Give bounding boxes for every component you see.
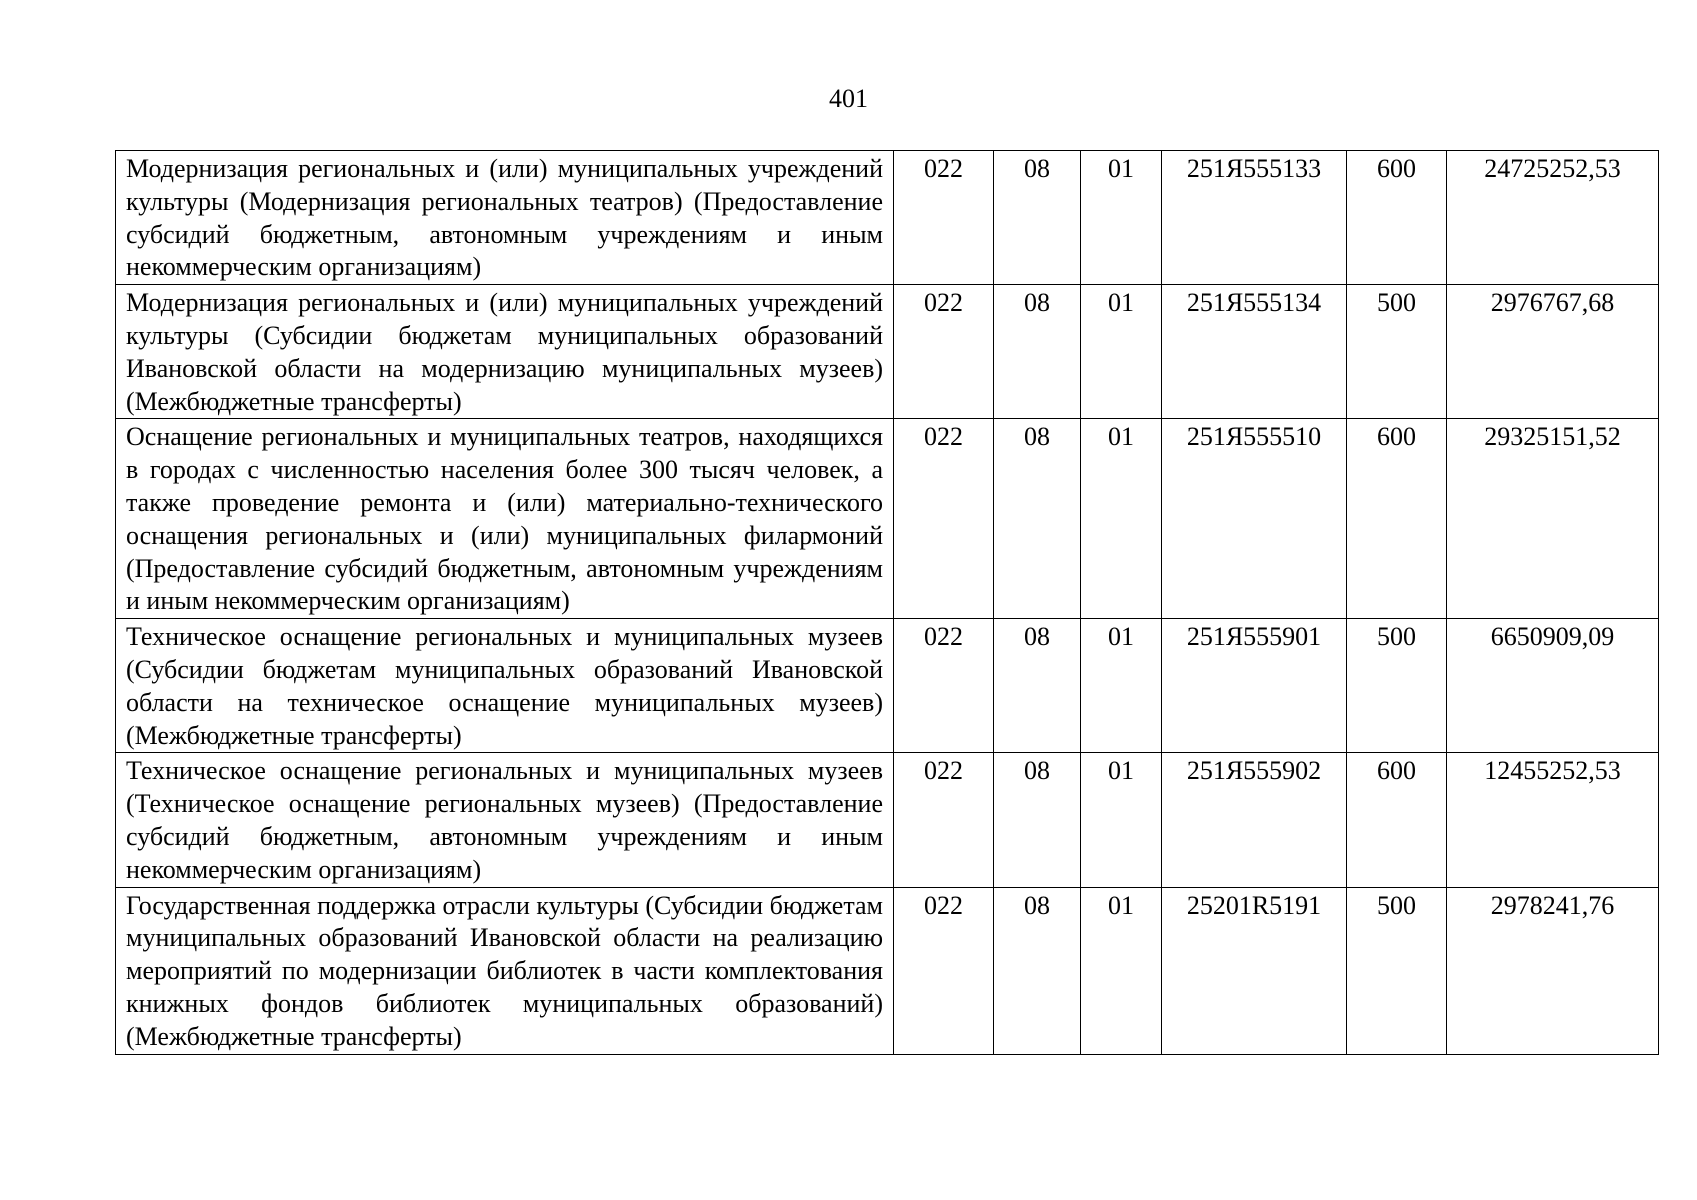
row-description: Модернизация региональных и (или) муниципальных учреждений культуры (Субсидии бюджетам муниципальных образований Ивановской области на модернизацию муниципальных музеев) (Межбюджетные трансферты)	[116, 285, 894, 419]
row-section-code: 08	[994, 753, 1081, 887]
row-expense-type: 600	[1347, 419, 1447, 619]
row-subsection-code: 01	[1081, 753, 1162, 887]
row-subsection-code: 01	[1081, 619, 1162, 753]
row-amount: 24725252,53	[1447, 151, 1659, 285]
row-grbs-code: 022	[894, 887, 994, 1054]
row-expense-type: 500	[1347, 619, 1447, 753]
row-subsection-code: 01	[1081, 151, 1162, 285]
row-section-code: 08	[994, 151, 1081, 285]
row-expense-type: 500	[1347, 887, 1447, 1054]
row-description: Техническое оснащение региональных и муниципальных музеев (Субсидии бюджетам муниципальных образований Ивановской области на техническое оснащение муниципальных музеев) (Межбюджетные трансферты)	[116, 619, 894, 753]
row-description: Модернизация региональных и (или) муниципальных учреждений культуры (Модернизация региональных театров) (Предоставление субсидий бюджетным, автономным учреждениям и иным некоммерческим организациям)	[116, 151, 894, 285]
row-amount: 12455252,53	[1447, 753, 1659, 887]
row-amount: 6650909,09	[1447, 619, 1659, 753]
row-expense-type: 500	[1347, 285, 1447, 419]
row-section-code: 08	[994, 285, 1081, 419]
row-target-article: 251Я555902	[1162, 753, 1347, 887]
row-amount: 29325151,52	[1447, 419, 1659, 619]
row-description: Оснащение региональных и муниципальных театров, находящихся в городах с численностью населения более 300 тысяч человек, а также проведение ремонта и (или) материально-технического оснащения региональных и (или) муниципальных филармоний (Предоставление субсидий бюджетным, автономным учреждениям и иным некоммерческим организациям)	[116, 419, 894, 619]
row-subsection-code: 01	[1081, 887, 1162, 1054]
row-description: Государственная поддержка отрасли культуры (Субсидии бюджетам муниципальных образований Ивановской области на реализацию мероприятий по модернизации библиотек в части комплектования книжных фондов библиотек муниципальных образований) (Межбюджетные трансферты)	[116, 887, 894, 1054]
row-amount: 2976767,68	[1447, 285, 1659, 419]
row-target-article: 251Я555133	[1162, 151, 1347, 285]
row-subsection-code: 01	[1081, 285, 1162, 419]
row-target-article: 251Я555510	[1162, 419, 1347, 619]
row-expense-type: 600	[1347, 753, 1447, 887]
row-target-article: 251Я555901	[1162, 619, 1347, 753]
table-row	[116, 887, 1659, 1054]
table-row	[116, 285, 1659, 419]
row-target-article: 251Я555134	[1162, 285, 1347, 419]
row-amount: 2978241,76	[1447, 887, 1659, 1054]
row-grbs-code: 022	[894, 151, 994, 285]
row-description: Техническое оснащение региональных и муниципальных музеев (Техническое оснащение региональных музеев) (Предоставление субсидий бюджетным, автономным учреждениям и иным некоммерческим организациям)	[116, 753, 894, 887]
row-expense-type: 600	[1347, 151, 1447, 285]
table-row	[116, 753, 1659, 887]
row-section-code: 08	[994, 419, 1081, 619]
row-section-code: 08	[994, 619, 1081, 753]
row-section-code: 08	[994, 887, 1081, 1054]
row-subsection-code: 01	[1081, 419, 1162, 619]
row-grbs-code: 022	[894, 753, 994, 887]
page-number: 401	[829, 84, 868, 113]
row-grbs-code: 022	[894, 619, 994, 753]
row-grbs-code: 022	[894, 285, 994, 419]
table-row	[116, 151, 1659, 285]
table-row	[116, 619, 1659, 753]
table-row	[116, 419, 1659, 619]
row-target-article: 25201R5191	[1162, 887, 1347, 1054]
row-grbs-code: 022	[894, 419, 994, 619]
budget-table	[115, 150, 1659, 1055]
